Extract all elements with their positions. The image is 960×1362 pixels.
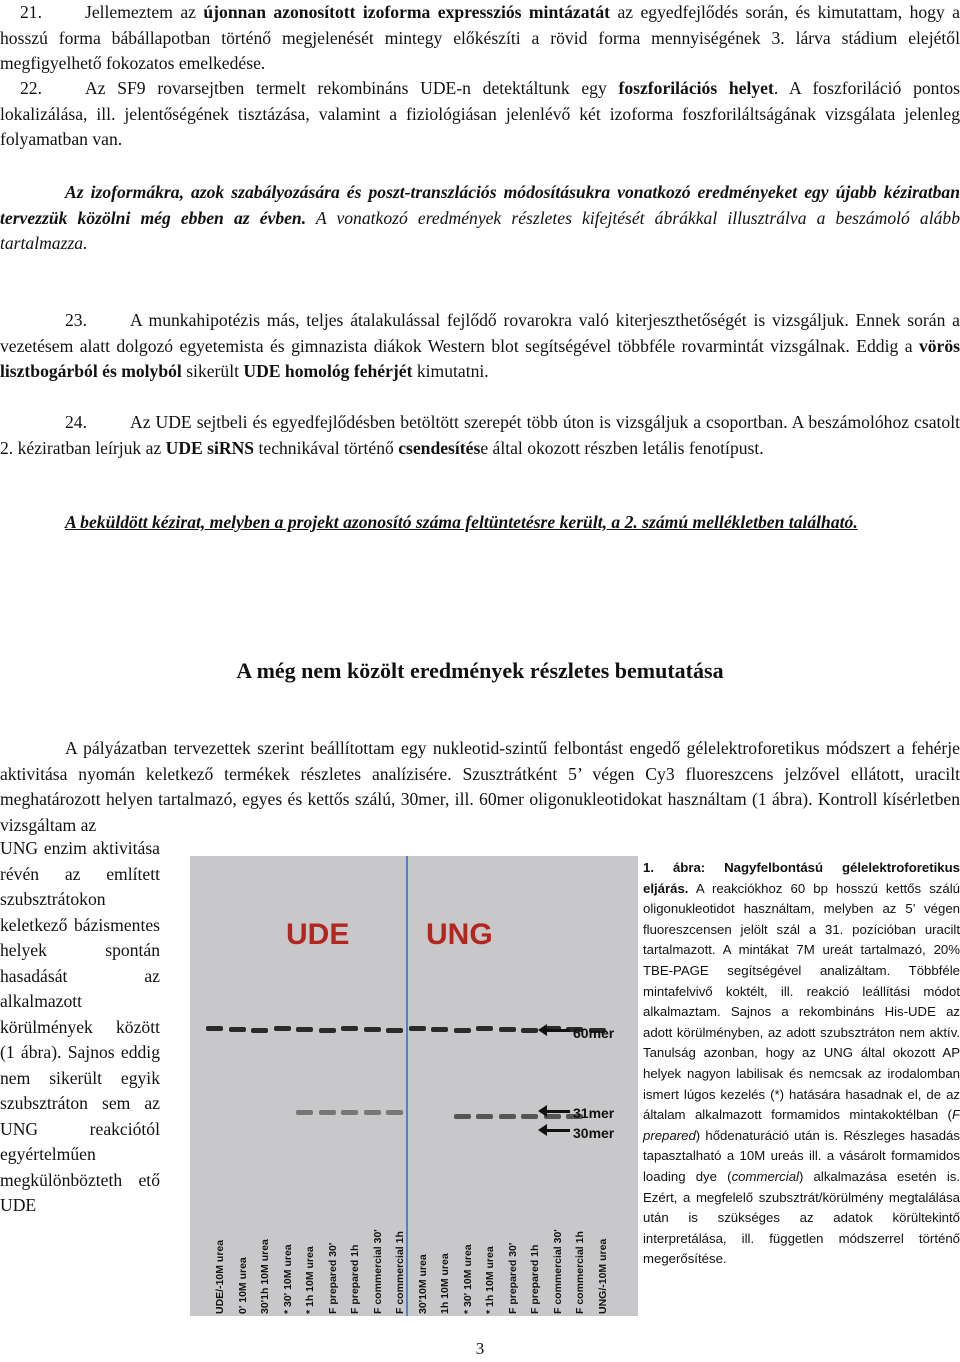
gel-band [229, 1027, 246, 1032]
gel-band [431, 1027, 448, 1032]
section-title: A még nem közölt eredmények részletes bemutatása [236, 658, 724, 683]
paragraph-manuscript-note [0, 510, 960, 536]
paragraph-method [0, 736, 960, 838]
caption-italic: commercial [731, 1168, 799, 1184]
paragraph-22 [0, 76, 960, 153]
gel-band [409, 1026, 426, 1031]
text: Jellemeztem az [85, 2, 204, 22]
gel-label-ude: UDE [286, 918, 350, 951]
arrow-60mer [546, 1029, 570, 1032]
lane-label: 30'1h 10M urea [259, 1239, 271, 1314]
lane-label: UNG/-10M urea [596, 1238, 609, 1314]
lane-labels [204, 1134, 634, 1314]
gel-band-cleaved [476, 1114, 493, 1119]
gel-band [499, 1027, 516, 1032]
text: sikerült [181, 361, 244, 381]
bold-italic-underlined-text: A beküldött kézirat, melyben a projekt azonosító száma feltüntetésre került, a 2. számú mellékletben található. [65, 512, 858, 532]
text: A pályázatban tervezettek szerint beállítottam egy nukleotid-szintű felbontást engedő gélelektroforetikus módszert a fehérje aktivitása nyomán keletkező termékek részletes analízisére. Szusztrátként 5’ végen Cy3 fluoreszcens jelzővel ellátott, uracilt meghatározott helyen tartalmazó, egyes és kettős szálú, 30mer, ill. 60mer oligonukleotidokat használtam (1 ábra). Kontroll kísérletben vizsgáltam az [0, 738, 960, 835]
lane-label: 1h 10M urea [439, 1253, 451, 1314]
lane-label: * 1h 10M urea [484, 1246, 496, 1314]
gel-band-faint [319, 1110, 336, 1115]
lane-label: * 1h 10M urea [304, 1246, 316, 1314]
gel-band [386, 1028, 403, 1033]
lane-label: F commercial 30' [371, 1229, 384, 1314]
gel-lanes [204, 1006, 624, 1146]
gel-band-faint [364, 1110, 381, 1115]
lane-label: F commercial 1h [574, 1231, 586, 1314]
item-number: 21. [20, 2, 42, 22]
gel-band [296, 1027, 313, 1032]
lane-label: UDE/-10M urea [214, 1239, 226, 1314]
gel-band-faint [296, 1110, 313, 1115]
caption-italic: F prepared [643, 1107, 960, 1143]
gel-band [341, 1026, 358, 1031]
caption-text: A reakciókhoz 60 bp hosszú kettős szálú oligonukleotidot használtam, melyben az 5’ végen fluoreszcensen jelölt szál a 31. pozícióban uracilt tartalmazott. A mintákat 7M ureát tartalmazó, 20% TBE-PAGE segítségével analizáltam. Többféle mintafelvivő koktélt, ill. reakció leállítási módot alkalmaztam. Sajnos a rekombináns His-UDE az adott körülményben, az adott szubsztráton nem aktív. Tanulság azonban, hogy az UNG által okozott AP helyek nagyon labilisak és nemcsak az irodalomban ismert lúgos kezelés (*) hatására hasadnak el, de az általam alkalmazott formamidos mintakoktélban ( [643, 880, 960, 1123]
arrow-31mer [546, 1110, 570, 1113]
lane-label: * 30' 10M urea [461, 1244, 474, 1314]
item-number: 23. [65, 310, 87, 330]
page-number: 3 [475, 1339, 485, 1358]
gel-band-cleaved [499, 1114, 516, 1119]
lane-label: F commercial 1h [394, 1231, 406, 1314]
gel-band [319, 1028, 336, 1033]
gel-label-ung: UNG [426, 918, 493, 951]
gel-band [206, 1026, 223, 1031]
text: az egyedfejlődés során, és kimutattam, hogy a hosszú forma bábállapotban történő megjelenését mintegy előkészíti a rövid forma mennyiségének 3. lárva stádium elejétől megfigyelhető fokozatos emelkedése. [0, 2, 960, 73]
gel-band [251, 1028, 268, 1033]
bold-italic-text: Az izoformákra, azok szabályozására és poszt-transzlációs módosításukra vonatkozó eredményeket egy újabb kéziratban tervezzük közölni még ebben az évben. [0, 182, 960, 228]
bold-text: UDE siRNS [165, 437, 255, 458]
paragraph-isoform-plans [0, 180, 960, 257]
item-number: 24. [65, 412, 87, 432]
text: Az SF9 rovarsejtben termelt rekombináns UDE-n detektáltunk egy [85, 78, 619, 98]
gel-band-cleaved [521, 1114, 538, 1119]
paragraph-21 [0, 0, 960, 77]
lane-label: F prepared 30' [506, 1242, 519, 1314]
gel-band [521, 1028, 538, 1033]
lane-label: * 30' 10M urea [281, 1244, 294, 1314]
marker-30mer: 30mer [573, 1125, 615, 1141]
text: Az UDE sejtbeli és egyedfejlődésben betöltött szerepét több úton is vizsgáljuk a csoportban. A beszámolóhoz csatolt 2. kéziratban leírjuk az [0, 412, 960, 458]
item-number: 22. [20, 78, 42, 98]
gel-band [476, 1026, 493, 1031]
gel-band-faint [341, 1110, 358, 1115]
lane-label: F prepared 1h [529, 1244, 541, 1314]
lane-label: 30'10M urea [416, 1254, 429, 1314]
caption-text: ) hődenaturáció után is. Részleges hasadás tapasztalható a 10M ureás ill. a vásárolt formamidos loading dye ( [643, 1127, 960, 1184]
text: technikával történő [254, 437, 399, 458]
figure-caption [643, 858, 960, 1270]
text: kimutatni. [412, 361, 489, 381]
text: . A foszforiláció pontos lokalizálása, ill. jelentőségének tisztázása, valamint a fiziológiásan jelenlévő két izoforma foszforiláltságának vizsgálata jelenleg folyamatban van. [0, 78, 960, 149]
gel-band-cleaved [454, 1114, 471, 1119]
bold-text: csendesítés [398, 437, 481, 458]
arrow-30mer [546, 1129, 570, 1132]
gel-figure [190, 856, 638, 1316]
gel-band-faint [386, 1110, 403, 1115]
text: A munkahipotézis más, teljes átalakulással fejlődő rovarokra való kiterjeszthetőségét is vizsgáljuk. Ennek során a vezetésem alatt dolgozó egyetemista és gimnazista diákok Western blot segítségével többféle rovarmintát vizsgálnak. Eddig a [0, 310, 960, 356]
marker-60mer: 60mer [573, 1025, 615, 1041]
bold-text: újonnan azonosított izoforma expressziós mintázatát [203, 2, 611, 22]
lane-label: F prepared 30' [326, 1242, 339, 1314]
lane-label: F commercial 30' [551, 1229, 564, 1314]
lane-label: 0' 10M urea [236, 1257, 249, 1314]
bold-text: foszforilációs helyet [618, 78, 774, 98]
paragraph-23 [0, 308, 960, 385]
italic-text: A vonatkozó eredmények részletes kifejtését ábrákkal illusztrálva a beszámoló alább tartalmazza. [0, 207, 960, 253]
bold-text: UDE homológ fehérjét [243, 361, 413, 381]
bold-text: vörös lisztbogárból és molyból [0, 335, 960, 381]
paragraph-narrow-column: UNG enzim aktivitása révén az említett szubsztrátokon keletkező bázismentes helyek spontán hasadását az alkalmazott körülmények között (1 ábra). Sajnos eddig nem sikerült egyik szubsztráton sem az UNG reakciótól egyértelműen megkülönbözteth ető UDE [0, 838, 160, 1215]
paragraph-24 [0, 410, 960, 461]
gel-band [364, 1027, 381, 1032]
marker-31mer: 31mer [573, 1105, 615, 1121]
text: e által okozott részben letális fenotípust. [480, 437, 764, 458]
caption-text: ) alkalmazása esetén is. Ezért, a megfelelő szubsztrát/körülmény megtalálása után is szükséges az adatok körültekintő interpretálása, ill. független módszerrel történő megerősítése. [643, 1168, 960, 1267]
gel-band [454, 1028, 471, 1033]
caption-title: 1. ábra: Nagyfelbontású gélelektroforetikus eljárás. [643, 860, 960, 896]
lane-label: F prepared 1h [349, 1244, 361, 1314]
gel-band [274, 1026, 291, 1031]
